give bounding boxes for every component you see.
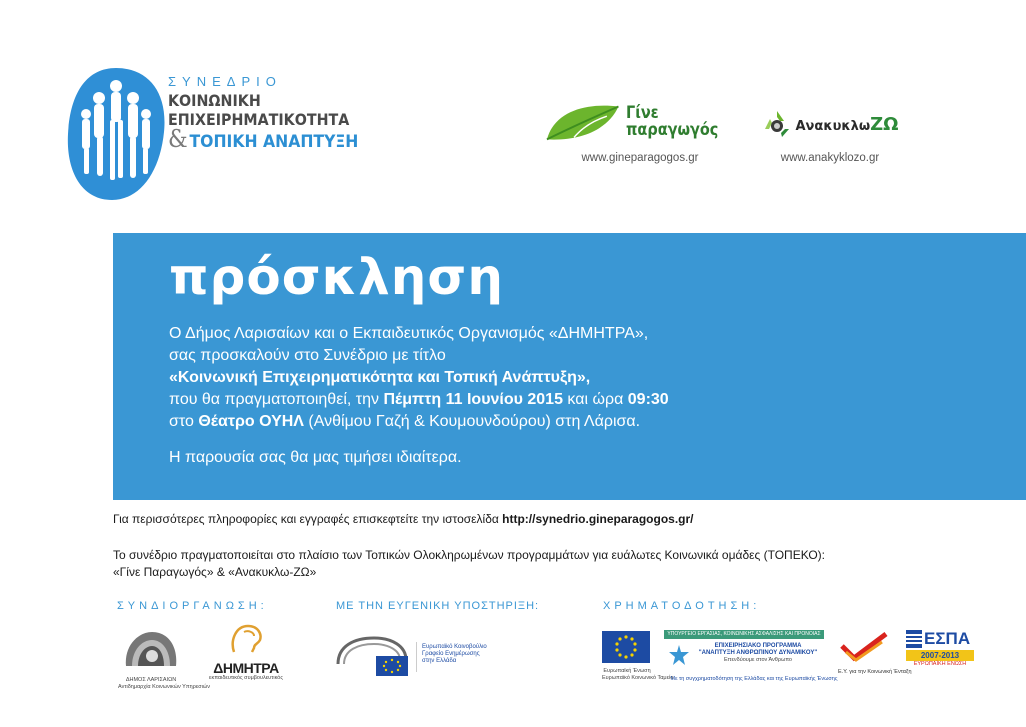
ampersand: & bbox=[168, 125, 188, 153]
event-date: Πέμπτη 11 Ιουνίου 2015 bbox=[383, 391, 563, 408]
checkmark-icon bbox=[838, 630, 890, 664]
event-venue: Θέατρο ΟΥΗΛ bbox=[198, 413, 304, 430]
conference-title: «Κοινωνική Επιχειρηματικότητα και Τοπική Ανάπτυξη», bbox=[169, 369, 591, 386]
more-info-text: Για περισσότερες πληροφορίες και εγγραφές επισκεφτείτε την ιστοσελίδα bbox=[113, 512, 503, 526]
program-star-icon bbox=[668, 644, 690, 666]
municipality-caption: ΔΗΜΟΣ ΛΑΡΙΣΑΙΩΝ bbox=[125, 677, 177, 683]
people-emblem-icon bbox=[64, 64, 168, 204]
anakyklozo-name-suffix: ΖΩ bbox=[870, 113, 899, 135]
operational-program-logo bbox=[664, 630, 838, 686]
co-organization-heading: ΣΥΝΔΙΟΡΓΑΝΩΣΗ: bbox=[117, 600, 268, 612]
website-link[interactable]: http://synedrio.gineparagogos.gr/ bbox=[502, 512, 694, 526]
espa-logo bbox=[906, 630, 974, 668]
eu-flag-icon bbox=[602, 631, 650, 663]
leaf-icon bbox=[545, 100, 622, 144]
program-line1: ΕΠΙΧΕΙΡΗΣΙΑΚΟ ΠΡΟΓΡΑΜΜΑ bbox=[714, 643, 802, 649]
invitation-line5-b: (Ανθίμου Γαζή & Κουμουνδούρου) στη Λάρισα. bbox=[303, 413, 641, 430]
invitation-closing: Η παρουσία σας θα μας τιμήσει ιδιαίτερα. bbox=[169, 449, 462, 466]
eu-sub: Ευρωπαϊκό Κοινωνικό Ταμείο bbox=[602, 675, 674, 681]
municipality-sub: Αντιδημαρχία Κοινωνικών Υπηρεσιών bbox=[118, 684, 210, 690]
eu-caption: Ευρωπαϊκή Ένωση bbox=[603, 668, 651, 674]
gine-name-line2: παραγωγός bbox=[626, 120, 719, 140]
conference-logo bbox=[64, 64, 374, 204]
dimitra-head-icon bbox=[226, 622, 266, 656]
european-parliament-logo bbox=[334, 634, 494, 680]
invitation-line5 bbox=[169, 411, 1026, 433]
program-banner: ΥΠΟΥΡΓΕΙΟ ΕΡΓΑΣΙΑΣ, ΚΟΙΝΩΝΙΚΗΣ ΑΣΦΑΛΙΣΗΣ ΚΑΙ ΠΡΟΝΟΙΑΣ bbox=[664, 630, 824, 639]
partner-gineparagogos[interactable] bbox=[545, 100, 735, 164]
partner-anakyklozo[interactable] bbox=[755, 104, 905, 164]
theatre-ruins-icon bbox=[118, 626, 184, 672]
context-line1: Το συνέδριο πραγματοποιείται στο πλαίσιο των Τοπικών Ολοκληρωμένων προγραμμάτων για ευάλωτες Κοινωνικά ομάδες (ΤΟΠΕΚΟ): bbox=[113, 548, 825, 562]
conference-title-line3-text: ΤΟΠΙΚΗ ΑΝΑΠΤΥΞΗ bbox=[189, 132, 359, 152]
social-inclusion-logo bbox=[838, 630, 912, 676]
dimitra-logo bbox=[208, 622, 284, 682]
invitation-title: πρόσκληση bbox=[169, 248, 504, 306]
anakyklozo-url[interactable]: www.anakyklozo.gr bbox=[780, 152, 880, 164]
greek-flag-icon bbox=[906, 630, 922, 648]
dimitra-name: ΔΗΜΗΤΡΑ bbox=[213, 660, 279, 676]
conference-label: ΣΥΝΕΔΡΙΟ bbox=[168, 74, 282, 89]
invitation-line4-a: που θα πραγματοποιηθεί, την bbox=[169, 391, 384, 408]
recycle-icon bbox=[762, 109, 792, 139]
gine-name bbox=[626, 105, 718, 139]
invitation-line2: σας προσκαλούν στο Συνέδριο με τίτλο bbox=[169, 347, 446, 364]
funding-heading: ΧΡΗΜΑΤΟΔΟΤΗΣΗ: bbox=[603, 600, 761, 612]
municipality-logo bbox=[118, 626, 210, 691]
program-line2: "ΑΝΑΠΤΥΞΗ ΑΝΘΡΩΠΙΝΟΥ ΔΥΝΑΜΙΚΟΥ" bbox=[698, 650, 818, 656]
eu-flag-logo bbox=[602, 631, 674, 682]
conference-title-line3 bbox=[168, 125, 359, 153]
espa-name: ΕΣΠΑ bbox=[924, 629, 971, 648]
gine-name-line1: Γίνε bbox=[626, 103, 660, 123]
invitation-panel bbox=[113, 233, 1026, 500]
invitation-line4-b: και ώρα bbox=[562, 391, 628, 408]
anakyklozo-name-prefix: Ανακυκλω bbox=[795, 118, 871, 134]
more-info-line bbox=[113, 512, 694, 526]
dimitra-sub: εκπαιδευτικός συμβουλευτικός bbox=[209, 675, 283, 681]
invitation-line1: Ο Δήμος Λαρισαίων και ο Εκπαιδευτικός Οργανισμός «ΔΗΜΗΤΡΑ», bbox=[169, 325, 649, 342]
context-line2: «Γίνε Παραγωγός» & «Ανακυκλω-ΖΩ» bbox=[113, 565, 317, 579]
parliament-line2: Γραφείο Ενημέρωσης bbox=[422, 651, 480, 657]
espa-sub: ΕΥΡΩΠΑΪΚΗ ΕΝΩΣΗ bbox=[913, 661, 967, 667]
parliament-icon bbox=[334, 634, 414, 678]
cofunding-note: Με τη συγχρηματοδότηση της Ελλάδας και της Ευρωπαϊκής Ένωσης bbox=[670, 676, 838, 682]
parliament-line1: Ευρωπαϊκό Κοινοβούλιο bbox=[422, 644, 487, 650]
support-heading: ΜΕ ΤΗΝ ΕΥΓΕΝΙΚΗ ΥΠΟΣΤΗΡΙΞΗ: bbox=[336, 600, 540, 612]
espa-years: 2007-2013 bbox=[906, 650, 974, 661]
conference-title-line1: ΚΟΙΝΩΝΙΚΗ bbox=[168, 92, 261, 110]
ey-caption: Ε.Υ. για την Κοινωνική Ένταξη bbox=[838, 669, 912, 675]
invitation-line4 bbox=[169, 389, 1026, 411]
conference-title-line2: ΕΠΙΧΕΙΡΗΜΑΤΙΚΟΤΗΤΑ bbox=[168, 111, 350, 129]
invitation-line5-a: στο bbox=[169, 413, 199, 430]
parliament-line3: στην Ελλάδα bbox=[422, 658, 457, 664]
program-line3: Επενδύουμε στον Άνθρωπο bbox=[724, 657, 792, 663]
gine-url[interactable]: www.gineparagogos.gr bbox=[581, 152, 699, 164]
anakyklozo-name bbox=[796, 114, 899, 135]
event-time: 09:30 bbox=[627, 391, 669, 408]
